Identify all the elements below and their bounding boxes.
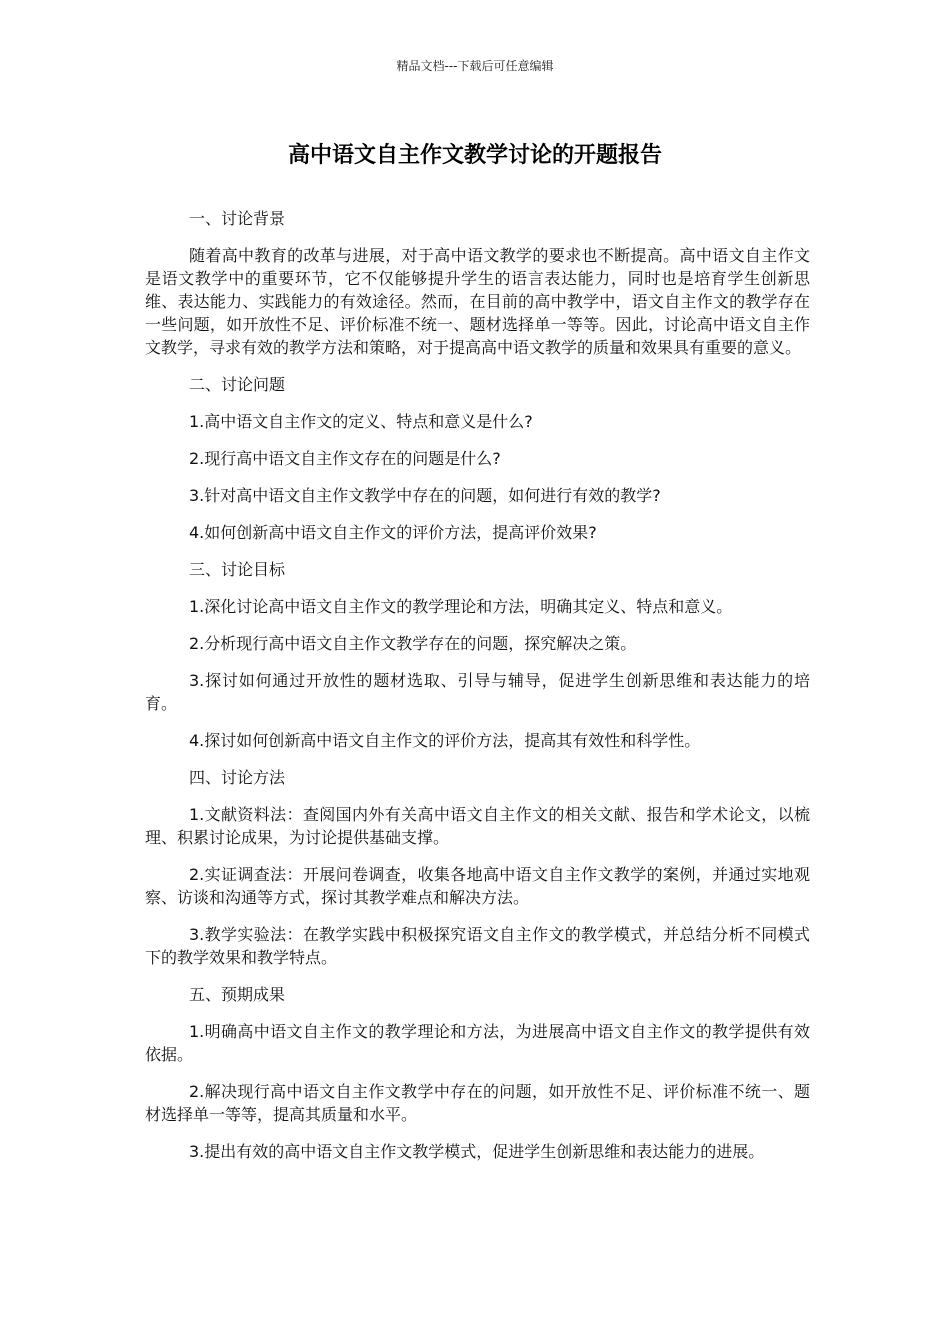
list-item-question-2: 2.现行高中语文自主作文存在的问题是什么? — [189, 449, 501, 468]
list-item-outcome-3: 3.提出有效的高中语文自主作文教学模式，促进学生创新思维和表达能力的进展。 — [189, 1142, 765, 1161]
section-heading-methods: 四、讨论方法 — [189, 768, 286, 787]
header-note: 精品文档---下载后可任意编辑 — [396, 59, 554, 73]
list-item-question-4: 4.如何创新高中语文自主作文的评价方法，提高评价效果? — [189, 523, 597, 542]
document-title: 高中语文自主作文教学讨论的开题报告 — [287, 143, 662, 168]
section-heading-questions: 二、讨论问题 — [189, 375, 286, 394]
list-item-outcome-2: 2.解决现行高中语文自主作文教学中存在的问题，如开放性不足、评价标准不统一、题材选择单一等等，提高其质量和水平。 — [145, 1082, 810, 1124]
list-item-outcome-1: 1.明确高中语文自主作文的教学理论和方法，为进展高中语文自主作文的教学提供有效依据。 — [145, 1022, 810, 1064]
list-item-goal-1: 1.深化讨论高中语文自主作文的教学理论和方法，明确其定义、特点和意义。 — [189, 597, 733, 616]
section-heading-goals: 三、讨论目标 — [189, 560, 286, 579]
list-item-question-3: 3.针对高中语文自主作文教学中存在的问题，如何进行有效的教学? — [189, 486, 661, 505]
list-item-method-1: 1.文献资料法：查阅国内外有关高中语文自主作文的相关文献、报告和学术论文，以梳理、积累讨论成果，为讨论提供基础支撑。 — [145, 805, 810, 847]
list-item-goal-4: 4.探讨如何创新高中语文自主作文的评价方法，提高其有效性和科学性。 — [189, 731, 701, 750]
paragraph-background: 随着高中教育的改革与进展，对于高中语文教学的要求也不断提高。高中语文自主作文是语文教学中的重要环节，它不仅能够提升学生的语言表达能力，同时也是培育学生创新思维、表达能力、实践能力的有效途径。然而，在目前的高中教学中，语文自主作文的教学存在一些问题，如开放性不足、评价标准不统一、题材选择单一等等。因此，讨论高中语文自主作文教学，寻求有效的教学方法和策略，对于提高高中语文教学的质量和效果具有重要的意义。 — [145, 246, 810, 357]
list-item-method-2: 2.实证调查法：开展问卷调查，收集各地高中语文自主作文教学的案例，并通过实地观察、访谈和沟通等方式，探讨其教学难点和解决方法。 — [145, 865, 810, 907]
list-item-question-1: 1.高中语文自主作文的定义、特点和意义是什么? — [189, 412, 533, 431]
section-heading-outcomes: 五、预期成果 — [189, 985, 286, 1004]
list-item-method-3: 3.教学实验法：在教学实践中积极探究语文自主作文的教学模式，并总结分析不同模式下的教学效果和教学特点。 — [145, 925, 810, 967]
section-heading-background: 一、讨论背景 — [189, 209, 286, 228]
list-item-goal-2: 2.分析现行高中语文自主作文教学存在的问题，探究解决之策。 — [189, 634, 637, 653]
document-body — [145, 207, 810, 1177]
list-item-goal-3: 3.探讨如何通过开放性的题材选取、引导与辅导，促进学生创新思维和表达能力的培育。 — [145, 671, 810, 713]
